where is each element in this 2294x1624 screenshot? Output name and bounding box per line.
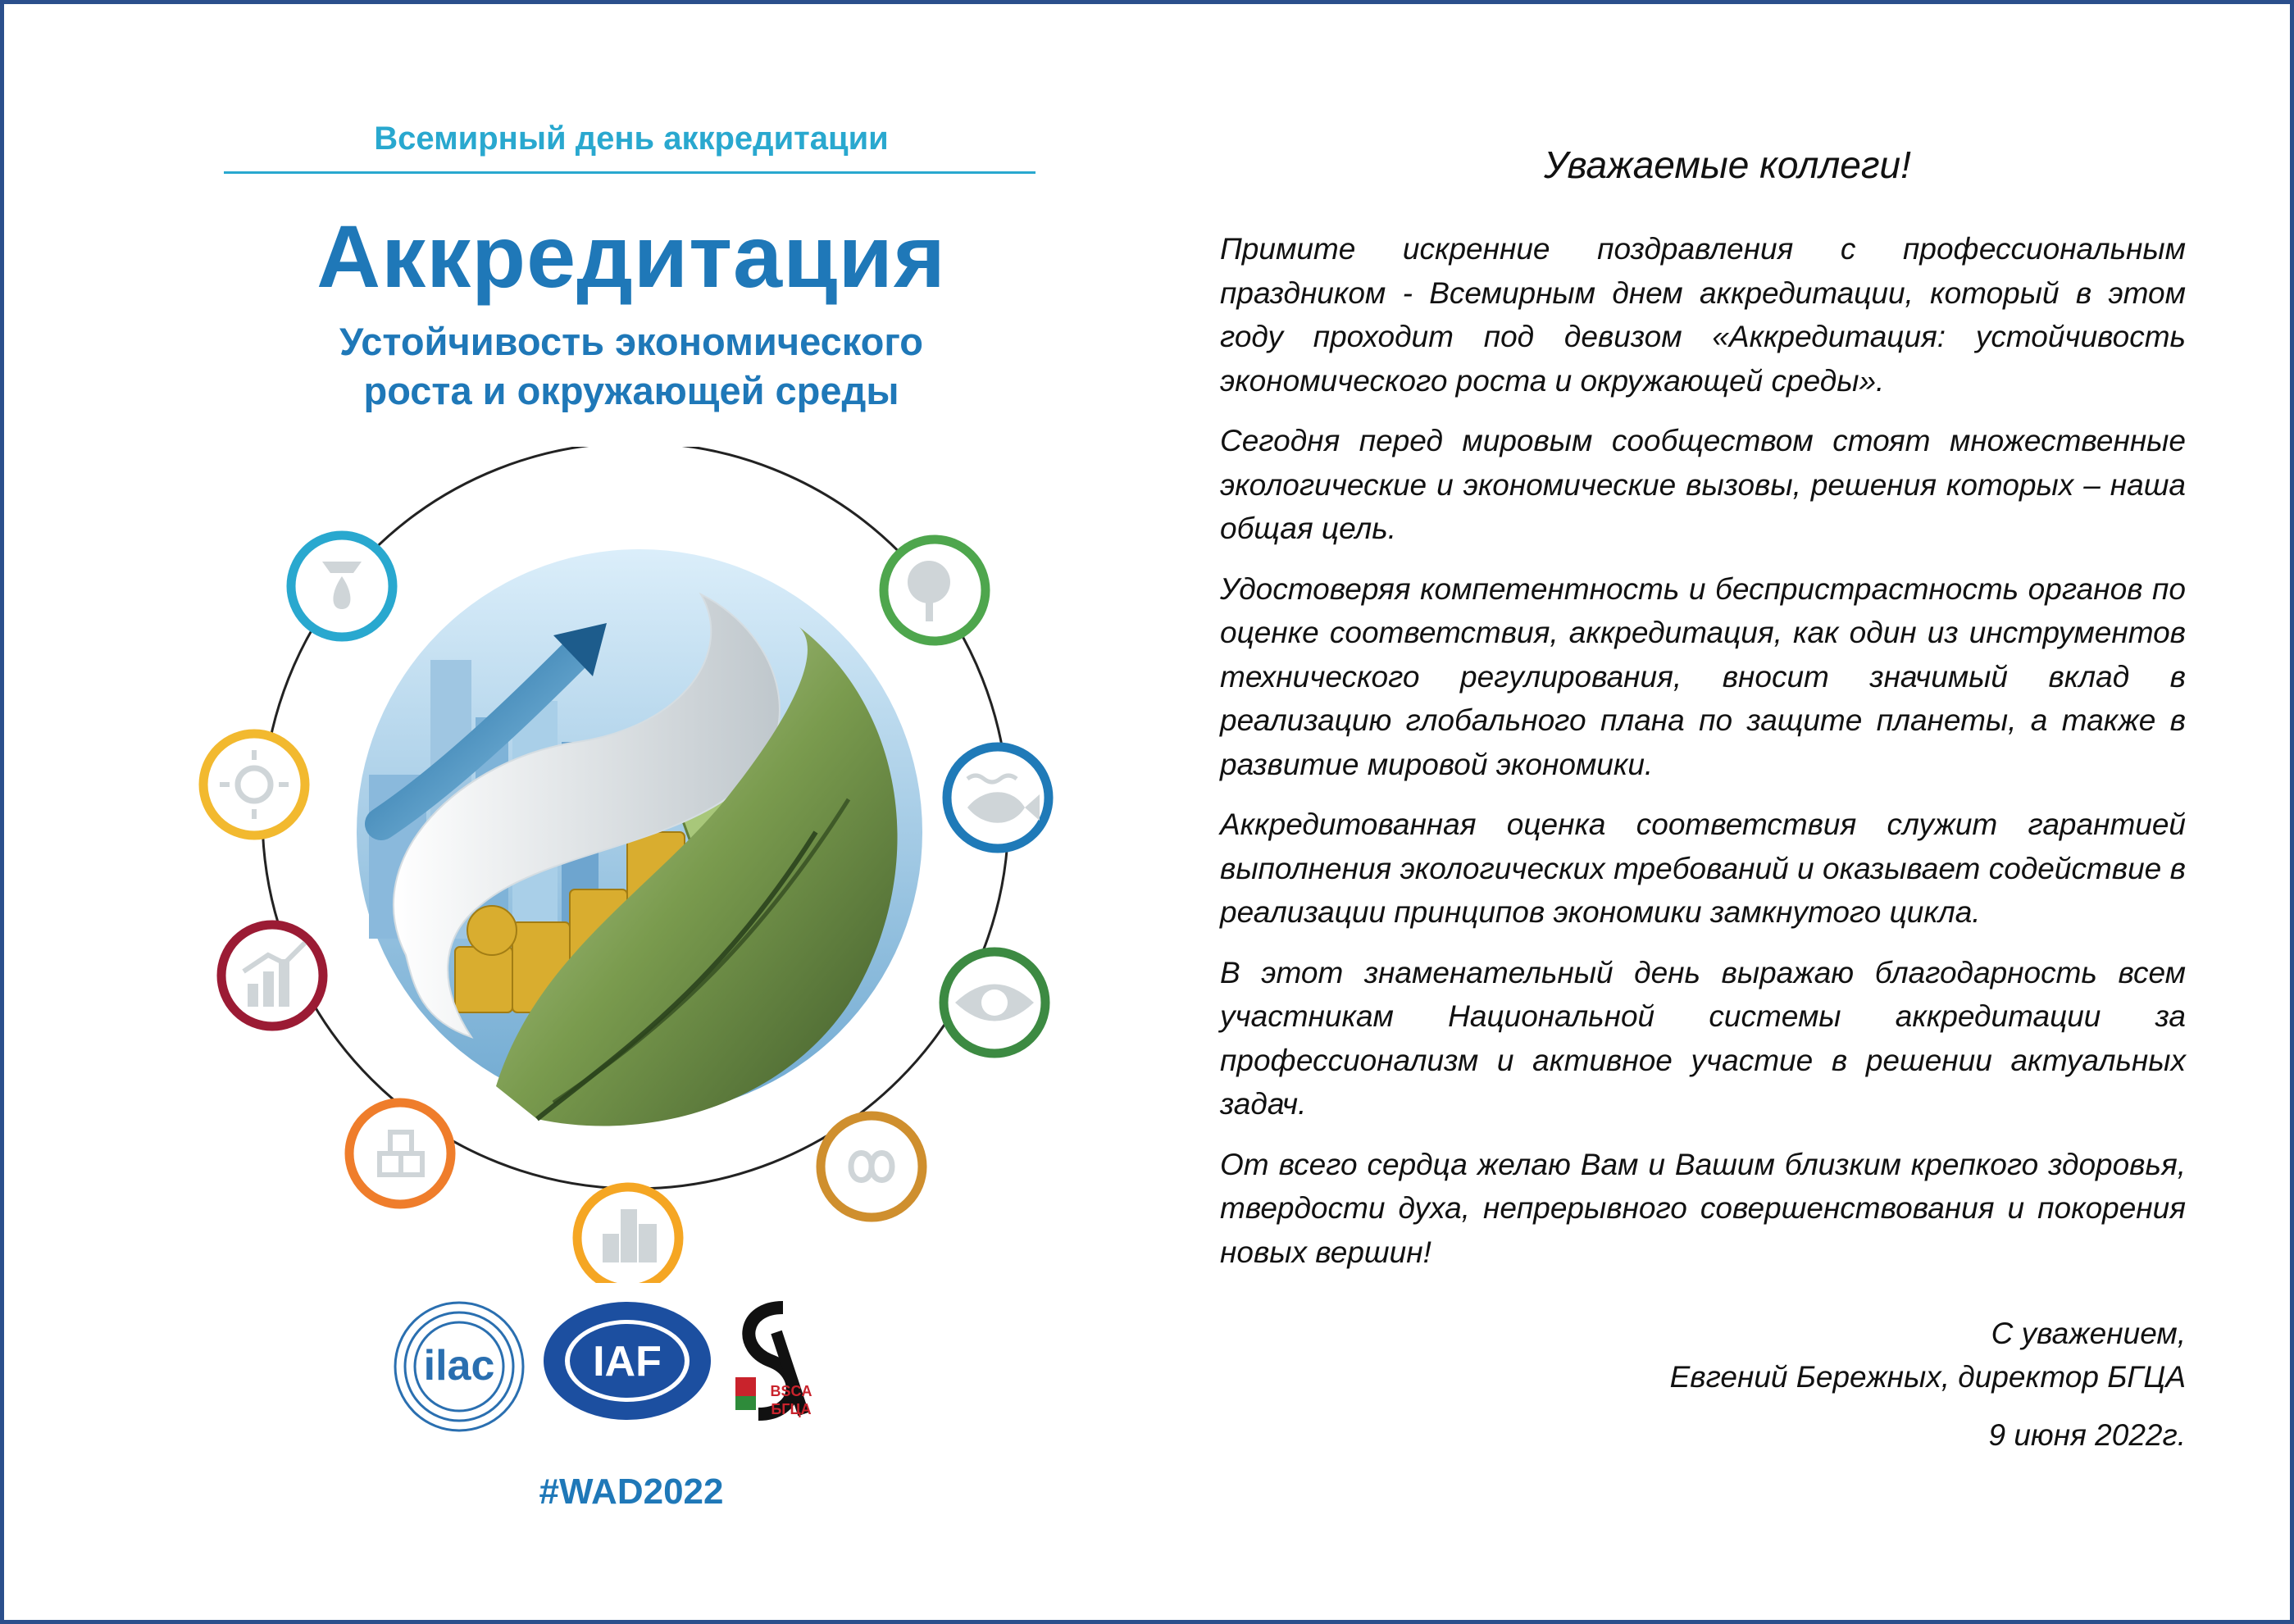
poster-title: Аккредитация — [316, 207, 946, 306]
iaf-logo-text: IAF — [593, 1338, 662, 1385]
chart-icon — [221, 925, 323, 1026]
bsca-logo — [726, 1299, 824, 1422]
iaf-logo — [541, 1299, 713, 1422]
letter-closing: С уважением, — [1991, 1317, 2186, 1350]
letter-salutation: Уважаемые коллеги! — [1544, 143, 1911, 186]
ilac-logo — [392, 1299, 527, 1435]
poster-subtitle — [193, 317, 1070, 416]
infinity-icon — [821, 1116, 922, 1217]
partner-logos — [193, 1299, 1070, 1439]
globe — [357, 549, 922, 1126]
poster-supertitle: Всемирный день аккредитации — [374, 121, 889, 157]
sun-icon — [203, 734, 305, 835]
letter-paragraph: Примите искренние поздравления с профессиональным праздником - Всемирным днем аккредитации, который в этом году проходит под девизом «Аккредитация: устойчивость экономического роста и окружающей среды». — [1220, 232, 2186, 398]
poster-divider — [224, 171, 1035, 174]
tree-icon — [884, 539, 985, 641]
poster-subtitle-line1: Устойчивость экономического — [339, 320, 923, 363]
congratulation-letter — [1220, 142, 2186, 1457]
water-drop-icon — [291, 535, 393, 637]
letter-paragraph: От всего сердца желаю Вам и Вашим близким крепкого здоровья, твердости духа, непрерывного совершенствования и покорения новых вершин! — [1220, 1147, 2186, 1269]
globe-illustration — [193, 447, 1070, 1283]
city-icon — [577, 1187, 679, 1283]
letter-paragraph: Аккредитованная оценка соответствия служит гарантией выполнения экологических требований и оказывает содействие в реализации принципов экономики замкнутого цикла. — [1220, 807, 2186, 929]
bsca-logo-text-ru: БГЦА — [771, 1401, 812, 1417]
letter-paragraph: Удостоверяя компетентность и беспристрастность органов по оценке соответствия, аккредитация, как один из инструментов технического регулирования, вносит значимый вклад в реализацию глобального плана по защите планеты, а также в развитие мировой экономики. — [1220, 571, 2186, 781]
cubes-icon — [349, 1103, 451, 1204]
letter-paragraph: Сегодня перед мировым сообществом стоят множественные экологические и экономические вызовы, решения которых – наша общая цель. — [1220, 424, 2186, 545]
letter-paragraph: В этот знаменательный день выражаю благодарность всем участникам Национальной системы аккредитации за профессионализм и активное участие в решении актуальных задач. — [1220, 955, 2186, 1121]
eye-icon — [944, 952, 1045, 1053]
letter-signature: Евгений Бережных, директор БГЦА — [1669, 1360, 2186, 1394]
poster-hashtag: #WAD2022 — [539, 1472, 724, 1512]
letter-date: 9 июня 2022г. — [1988, 1418, 2186, 1452]
poster-subtitle-line2: роста и окружающей среды — [363, 369, 899, 412]
fish-icon — [947, 747, 1049, 848]
wad-poster — [193, 111, 1070, 1537]
bsca-logo-text: BSCA — [770, 1383, 812, 1399]
ilac-logo-text: ilac — [423, 1342, 495, 1390]
